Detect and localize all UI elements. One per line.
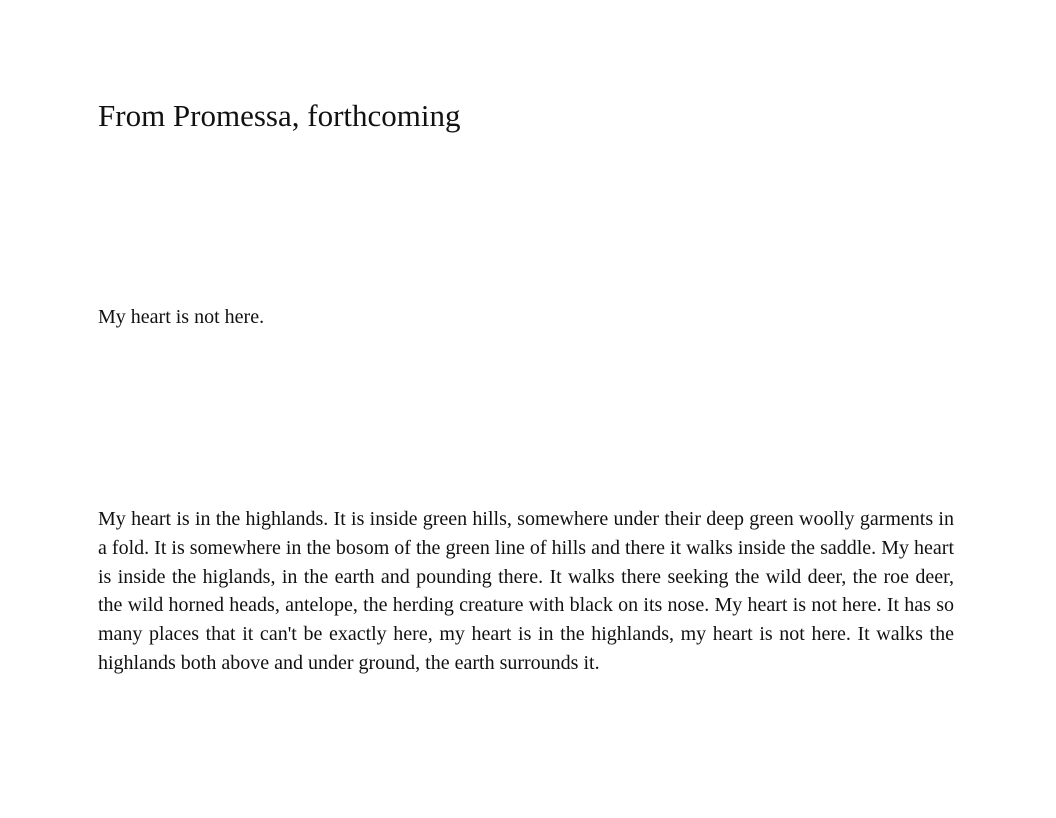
opening-line: My heart is not here.	[98, 306, 265, 328]
document-title: From Promessa, forthcoming	[98, 98, 461, 133]
body-paragraph: My heart is in the highlands. It is inside green hills, somewhere under their deep green woolly garments in a fold. It is somewhere in the bosom of the green line of hills and there it walks inside the saddle. My heart is inside the higlands, in the earth and pounding there. It walks there seeking the wild deer, the roe deer, the wild horned heads, antelope, the herding creature with black on its nose. My heart is not here. It has so many places that it can't be exactly here, my heart is in the highlands, my heart is not here. It walks the highlands both above and under ground, the earth surrounds it.	[98, 508, 954, 674]
